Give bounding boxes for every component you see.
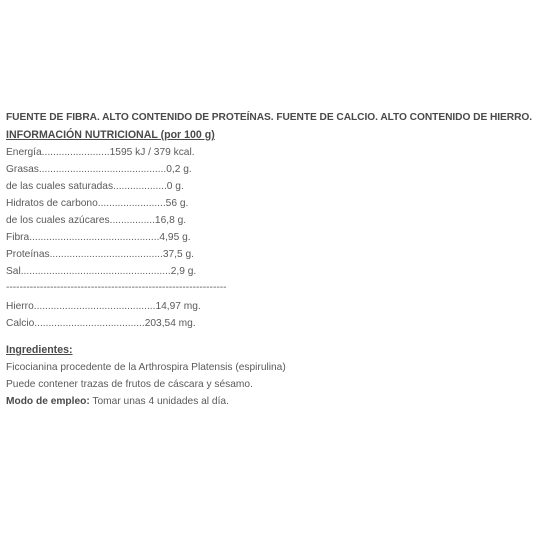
nutrition-row-protein: Proteínas........................................37,5 g. — [6, 249, 194, 260]
nutrition-row-carbohydrates: Hidratos de carbono........................56 g. — [6, 198, 189, 209]
nutrition-row-saturated-fat: de las cuales saturadas...................0 g. — [6, 181, 184, 192]
allergen-line: Puede contener trazas de frutos de cáscara y sésamo. — [6, 379, 253, 390]
ingredients-line: Ficocianina procedente de la Arthrospira Platensis (espirulina) — [6, 362, 286, 373]
section-spacer — [6, 332, 530, 342]
ingredients-title: Ingredientes: — [6, 344, 73, 356]
minerals-table — [6, 298, 530, 332]
nutrition-heading: INFORMACIÓN NUTRICIONAL (por 100 g) — [6, 129, 215, 141]
nutrition-row-fibre: Fibra..............................................4,95 g. — [6, 232, 191, 243]
nutrition-row-salt: Sal.....................................................2,9 g. — [6, 266, 197, 277]
product-info — [6, 112, 533, 410]
nutrition-table — [6, 144, 530, 280]
nutrition-claims: FUENTE DE FIBRA. ALTO CONTENIDO DE PROTEÍNAS. FUENTE DE CALCIO. ALTO CONTENIDO DE HIERRO. — [6, 112, 533, 123]
mineral-row-iron: Hierro...........................................14,97 mg. — [6, 301, 201, 312]
nutrition-row-fat: Grasas.............................................0,2 g. — [6, 164, 192, 175]
nutrition-row-energy: Energía........................1595 kJ / 379 kcal. — [6, 147, 195, 158]
mineral-row-calcium: Calcio.......................................203,54 mg. — [6, 318, 196, 329]
usage-label: Modo de empleo: — [6, 396, 90, 407]
usage-line — [6, 393, 530, 410]
usage-text: Tomar unas 4 unidades al día. — [89, 396, 229, 407]
nutrition-row-sugars: de los cuales azúcares................16,8 g. — [6, 215, 187, 226]
dashed-separator: ----------------------------------------------------------------- — [6, 282, 227, 293]
